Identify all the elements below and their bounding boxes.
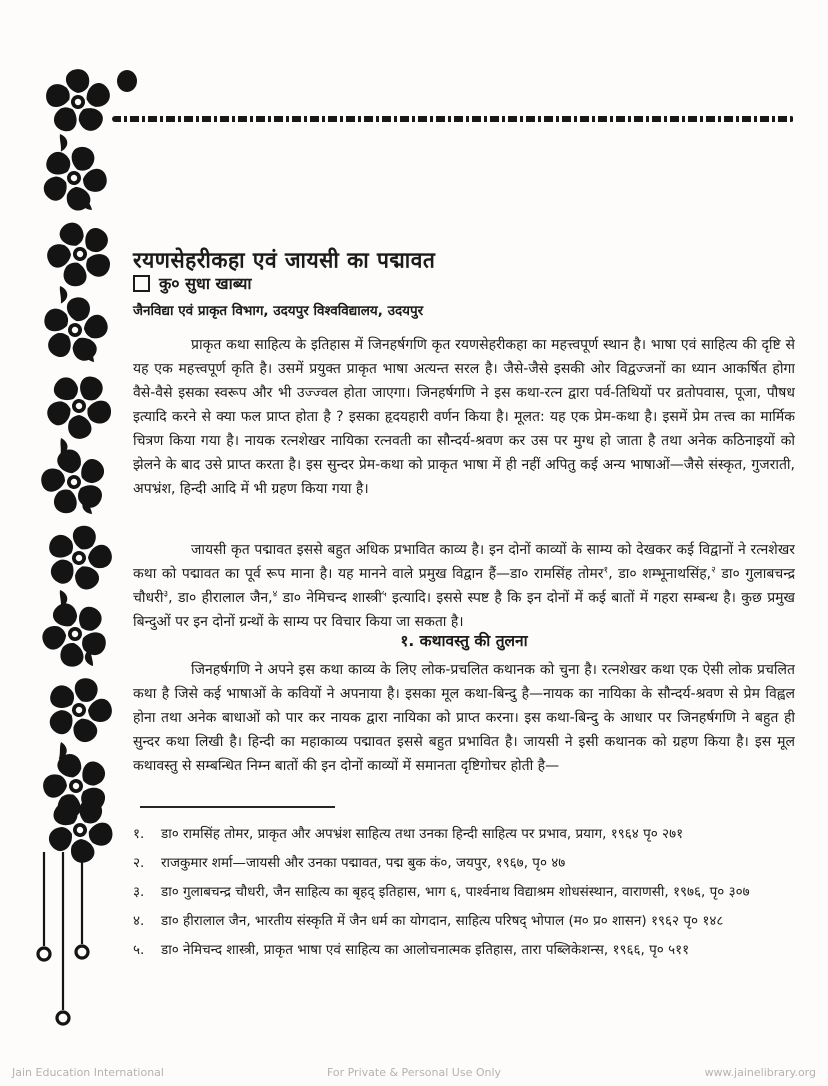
footer-website: www.jainelibrary.org bbox=[704, 1066, 816, 1079]
footnote-item bbox=[133, 851, 795, 875]
printers-registration-dot bbox=[117, 70, 137, 92]
paragraph-1: प्राकृत कथा साहित्य के इतिहास में जिनहर्षगणि कृत रयणसेहरीकहा का महत्त्वपूर्ण स्थान है। भाषा एवं साहित्य की दृष्टि से यह एक महत्त्वपूर्ण कृति है। उसमें प्रयुक्त प्राकृत भाषा अत्यन्त सरल है। जैसे-जैसे इसकी ओर विद्वज्जनों का ध्यान आकर्षित होगा वैसे-वैसे इसका स्वरूप और भी उज्ज्वल होता जाएगा। जिनहर्षगणि ने इस कथा-रत्न द्वारा पर्व-तिथियों पर व्रतोपवास, पूजा, पौषध इत्यादि करने से क्या फल प्राप्त होता है ? इसका हृदयहारी वर्णन किया है। मूलत: यह एक प्रेम-कथा है। इसमें प्रेम तत्त्व का मार्मिक चित्रण किया गया है। नायक रत्नशेखर नायिका रत्नवती का सौन्दर्य-श्रवण कर उस पर मुग्ध हो जाता है तथा अनेक कठिनाइयों को झेलने के बाद उसे प्राप्त करता है। इस सुन्दर प्रेम-कथा को प्राकृत भाषा में ही नहीं अपितु कई अन्य भाषाओं—जैसे संस्कृत, गुजराती, अपभ्रंश, हिन्दी आदि में भी ग्रहण किया गया है। bbox=[133, 337, 795, 497]
header-dashed-rule bbox=[112, 116, 794, 122]
footnotes-list bbox=[133, 822, 795, 967]
author-affiliation: जैनविद्या एवं प्राकृत विभाग, उदयपुर विश्वविद्यालय, उदयपुर bbox=[133, 303, 424, 319]
footer-publisher: Jain Education International bbox=[12, 1066, 164, 1079]
paragraph-3: जिनहर्षगणि ने अपने इस कथा काव्य के लिए लोक-प्रचलित कथानक को चुना है। रत्नशेखर कथा एक ऐसी लोक प्रचलित कथा है जिसे कई भाषाओं के कवियों ने अपनाया है। इसका मूल कथा-बिन्दु है—नायक का नायिका के सौन्दर्य-श्रवण से प्रेम विह्वल होना तथा अनेक बाधाओं को पार कर नायक द्वारा नायिका को प्राप्त करना। इस कथा-बिन्दु के आधार पर जिनहर्षगणि ने बहुत ही सुन्दर कथा लिखी है। हिन्दी का महाकाव्य पद्मावत इससे बहुत प्रभावित है। जायसी ने इसी कथानक को ग्रहण किया है। इस मूल कथावस्तु से सम्बन्धित निम्न बातों की इन दोनों काव्यों में समानता दृष्टिगोचर होती है— bbox=[133, 662, 795, 774]
footnote-text: डा० नेमिचन्द शास्त्री, प्राकृत भाषा एवं साहित्य का आलोचनात्मक इतिहास, तारा पब्लिकेशन्स, १९६६, पृ० ५११ bbox=[161, 942, 690, 958]
footnote-text: डा० हीरालाल जैन, भारतीय संस्कृति में जैन धर्म का योगदान, साहित्य परिषद् भोपाल (म० प्र० शासन) १९६२ पृ० १४८ bbox=[161, 913, 724, 929]
square-bullet-icon bbox=[133, 275, 150, 292]
paragraph-2: जायसी कृत पद्मावत इससे बहुत अधिक प्रभावित काव्य है। इन दोनों काव्यों के साम्य को देखकर कई विद्वानों ने रत्नशेखर कथा को पद्मावत का पूर्व रूप माना है। यह मानने वाले प्रमुख विद्वान हैं—डा० रामसिंह तोमर$^१$, डा० शम्भूनाथसिंह,$^२$ डा० गुलाबचन्द्र चौधरी$^३$, डा० हीरालाल जैन,$^४$ डा० नेमिचन्द शास्त्री$^५$ इत्यादि। इससे स्पष्ट है कि इन दोनों में कई बातों में गहरा सम्बन्ध है। कुछ प्रमुख बिन्दुओं पर इन दोनों ग्रन्थों के साम्य पर विचार किया जा सकता है। bbox=[133, 542, 795, 630]
footnote-reference-mark: ३ bbox=[163, 589, 169, 600]
footnote-text: राजकुमार शर्मा—जायसी और उनका पद्मावत, पद्म बुक कं०, जयपुर, १९६७, पृ० ४७ bbox=[161, 855, 566, 871]
footnote-reference-mark: १ bbox=[603, 565, 609, 576]
footnote-item bbox=[133, 938, 795, 962]
footer-usage-note: For Private & Personal Use Only bbox=[326, 1066, 502, 1079]
footnote-number: ५. bbox=[133, 942, 145, 958]
footnote-reference-mark: २ bbox=[711, 565, 716, 576]
footnote-item bbox=[133, 822, 795, 846]
footnote-item bbox=[133, 880, 795, 904]
ornamental-border-graphic bbox=[34, 60, 130, 1030]
footnote-reference-mark: ५ bbox=[382, 589, 387, 600]
footnote-number: ४. bbox=[133, 913, 145, 929]
footnote-number: ३. bbox=[133, 884, 145, 900]
author-name: कु० सुधा खाब्या bbox=[159, 274, 252, 293]
footnote-number: १. bbox=[133, 826, 145, 842]
footnote-separator-rule bbox=[140, 806, 335, 808]
footnote-text: डा० रामसिंह तोमर, प्राकृत और अपभ्रंश साहित्य तथा उनका हिन्दी साहित्य पर प्रभाव, प्रयाग, १९६४ पृ० २७१ bbox=[161, 826, 684, 842]
article-title: रयणसेहरीकहा एवं जायसी का पद्मावत bbox=[133, 247, 436, 273]
section-heading: १. कथावस्तु की तुलना bbox=[400, 632, 528, 650]
footnote-number: २. bbox=[133, 855, 145, 871]
byline bbox=[133, 272, 795, 294]
footnote-reference-mark: ४ bbox=[272, 589, 278, 600]
footnote-item bbox=[133, 909, 795, 933]
footnote-text: डा० गुलाबचन्द्र चौधरी, जैन साहित्य का बृहद् इतिहास, भाग ६, पार्श्वनाथ विद्याश्रम शोधसंस्थान, वाराणसी, १९७६, पृ० ३०७ bbox=[161, 884, 750, 900]
